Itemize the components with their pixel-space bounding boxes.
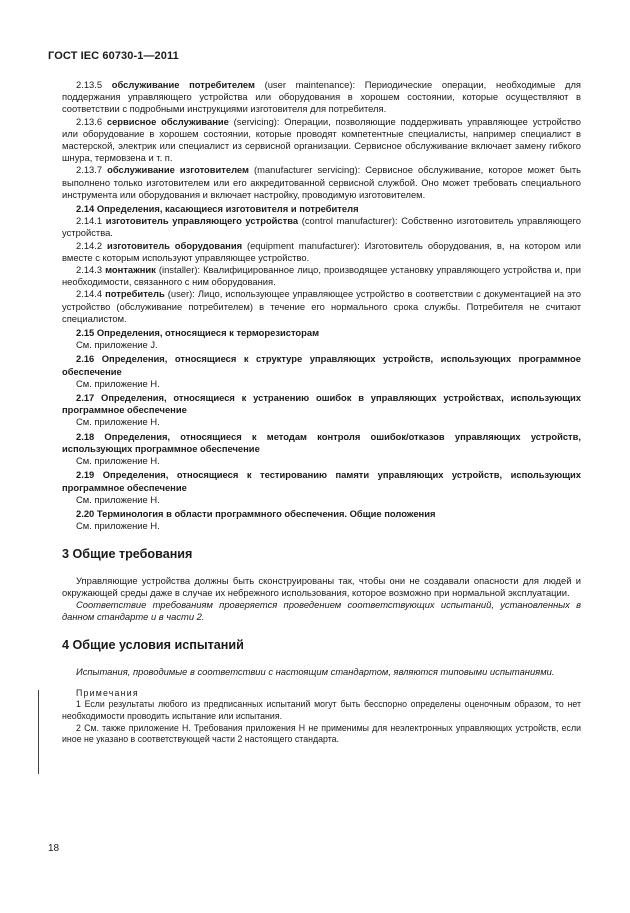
term: сервисное обслуживание (106, 115, 229, 127)
note-2: 2 См. также приложение Н. Требования приложения Н не применимы для неэлектронных управляющих устройств, если иное не указано в соответствующей части 2 настоящего стандарта. (62, 722, 581, 745)
definition-text: (user): Лицо, использующее управляющее устройство в соответствии с документацией на это устройство (обслуживание потребителем) в течение его нормального срока службы. Потребителя не считают специалистом. (62, 288, 582, 324)
heading-2-19: 2.19 Определения, относящиеся к тестированию памяти управляющих устройств, использующих программное обеспечение (62, 469, 581, 493)
clause-number: 2.13.7 (76, 164, 108, 176)
clause-number: 2.14.1 (76, 215, 106, 227)
section-3-paragraph: Управляющие устройства должны быть сконструированы так, чтобы они не создавали опасности для людей и окружающей среды даже в случае их небрежного использования, которое возможно при нормальной эксплуатации. (62, 574, 581, 598)
see-annex-2-18: См. приложение Н. (76, 455, 160, 467)
heading-2-15: 2.15 Определения, относящиеся к терморезисторам (76, 327, 320, 339)
clause-2-13-5 (62, 79, 581, 116)
term: обслуживание потребителем (111, 79, 255, 90)
section-3-compliance: Соответствие требованиям проверяется проведением соответствующих испытаний, установленных в данном стандарте и в части 2. (62, 598, 581, 623)
change-bar (38, 690, 39, 774)
clause-number: 2.13.6 (76, 115, 107, 127)
term: обслуживание изготовителем (107, 164, 249, 176)
term: изготовитель управляющего устройства (105, 215, 299, 227)
clause-number: 2.14.2 (76, 239, 107, 251)
clause-2-14-1 (62, 215, 581, 239)
heading-2-14: 2.14 Определения, касающиеся изготовителя и потребителя (76, 203, 359, 215)
clause-2-14-3 (62, 264, 581, 288)
document-body (62, 79, 581, 746)
see-annex-2-19: См. приложение Н. (76, 493, 160, 505)
clause-2-14-4 (62, 288, 581, 325)
definition-text: (control manufacturer): Собственно изготовитель управляющего устройства. (62, 215, 581, 239)
term: монтажник (105, 264, 156, 276)
see-annex-2-20: См. приложение Н. (76, 520, 160, 532)
heading-2-18: 2.18 Определения, относящиеся к методам контроля ошибок/отказов управляющих устройств, использующих программное обеспечение (62, 430, 581, 454)
term: изготовитель оборудования (106, 239, 243, 251)
definition-text: (equipment manufacturer): Изготовитель оборудования, в, на котором или вместе с которым используют управляющее устройство. (62, 239, 581, 263)
clause-number: 2.14.4 (76, 288, 106, 300)
section-3-title: 3 Общие требования (62, 547, 193, 562)
term: потребитель (105, 288, 165, 300)
definition-text: (servicing): Операции, позволяющие поддерживать управляющее устройство или оборудование в хорошем состоянии, которые проводят компетентные специалисты, например специалист в мастерской, электрик или специалист из сервисной организации. Сервисное обслуживание включает замену гибкого шнура, термовзена и т. п. (62, 115, 581, 164)
clause-number: 2.13.5 (76, 79, 112, 90)
see-annex-2-16: См. приложение Н. (76, 377, 160, 389)
document-header: ГОСТ IEC 60730-1—2011 (48, 50, 179, 62)
definition-text: (user maintenance): Периодические операции, необходимые для поддержания управляющего устройства или оборудования в хорошем состоянии, которые осуществляют в соответствии с подробными инструкциями изготовителя для потребителя. (62, 79, 582, 115)
section-4-title: 4 Общие условия испытаний (62, 638, 244, 653)
heading-2-17: 2.17 Определения, относящиеся к устранению ошибок в управляющих устройствах, использующих программное обеспечение (62, 392, 581, 416)
clause-2-13-7 (62, 164, 581, 201)
see-annex-2-17: См. приложение Н. (76, 416, 160, 428)
definition-text: (manufacturer servicing): Сервисное обслуживание, которое может быть выполнено только изготовителем или его аккредитованной сервисной службой. Оно может требовать специального инструмента или оборудования и включает настройку, проводимую изготовителем. (62, 164, 582, 200)
definition-text: (installer): Квалифицированное лицо, производящее установку управляющего устройства и, при необходимости, связанного с ним оборудования. (62, 264, 581, 288)
note-1: 1 Если результаты любого из предписанных испытаний могут быть бесспорно определены оценочным образом, то нет необходимости проводить испытание или испытания. (62, 699, 581, 721)
notes-heading: Примечания (76, 687, 139, 698)
clause-number: 2.14.3 (76, 264, 106, 276)
notes-block (62, 688, 581, 746)
heading-2-16: 2.16 Определения, относящиеся к структуре управляющих устройств, использующих программное обеспечение (62, 353, 581, 377)
see-annex-2-15: См. приложение J. (76, 339, 158, 351)
heading-2-20: 2.20 Терминология в области программного обеспечения. Общие положения (76, 507, 436, 519)
page-number: 18 (48, 843, 60, 854)
clause-2-13-6 (62, 116, 581, 165)
clause-2-14-2 (62, 240, 581, 264)
section-4-paragraph: Испытания, проводимые в соответствии с настоящим стандартом, являются типовыми испытаниями. (76, 665, 555, 677)
